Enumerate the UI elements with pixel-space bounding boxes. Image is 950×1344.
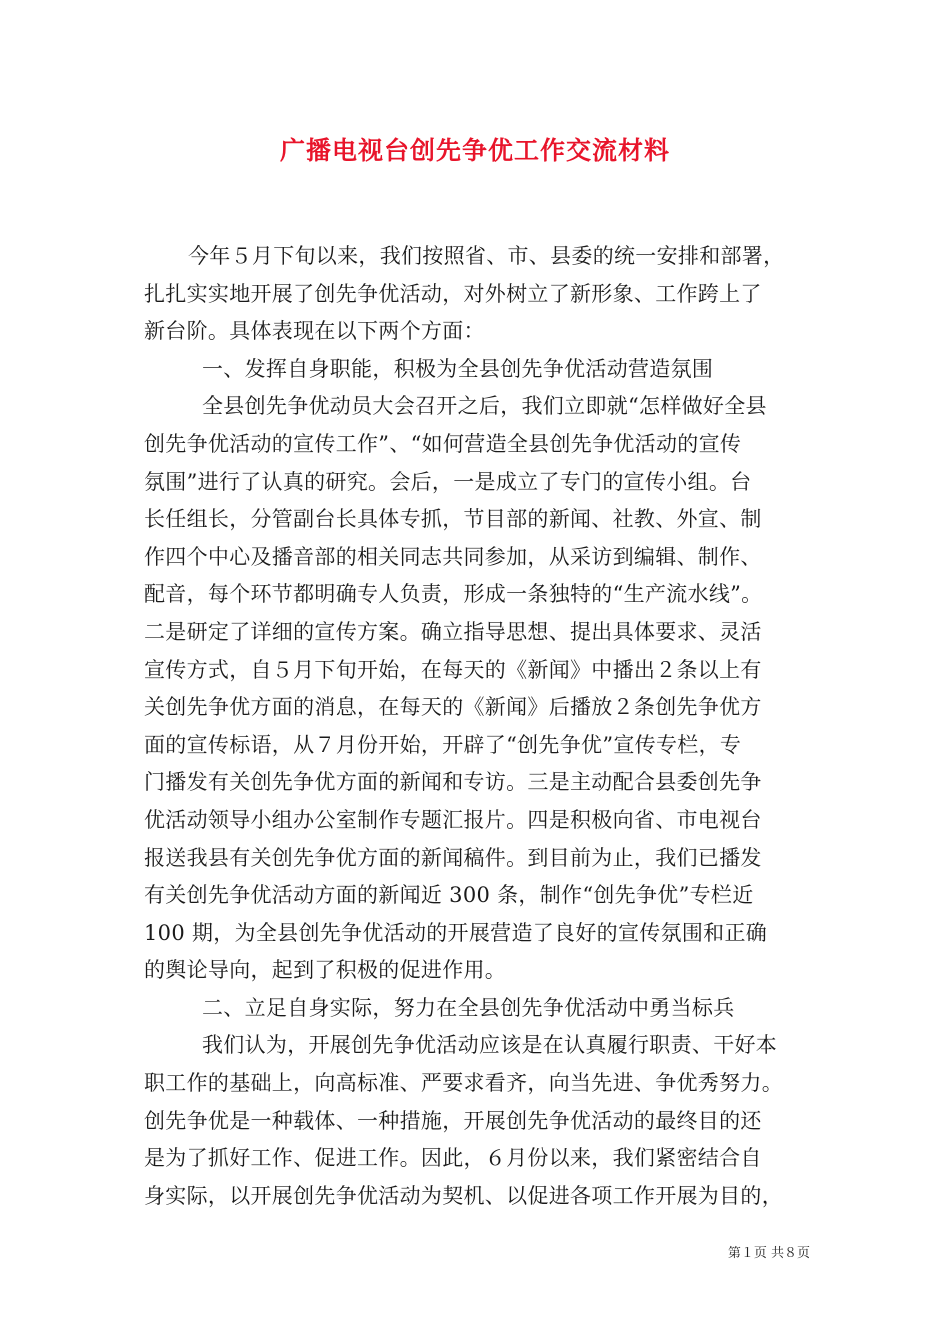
- document-title: 广播电视台创先争优工作交流材料: [279, 136, 670, 165]
- document-body: [144, 238, 828, 1215]
- paragraph-line: 作四个中心及播音部的相关同志共同参加，从采访到编辑、制作、: [144, 544, 762, 569]
- paragraph-line: 全县创先争优动员大会召开之后，我们立即就“怎样做好全县: [202, 394, 767, 419]
- paragraph-line: 今年５月下旬以来，我们按照省、市、县委的统一安排和部署，: [188, 244, 785, 268]
- paragraph-line: 身实际，以开展创先争优活动为契机、以促进各项工作开展为目的，: [144, 1183, 783, 1208]
- paragraph-line: 门播发有关创先争优方面的新闻和专访。三是主动配合县委创先争: [144, 770, 762, 795]
- paragraph-line: 长任组长，分管副台长具体专抓，节目部的新闻、社教、外宣、制: [144, 507, 762, 532]
- paragraph-line: 优活动领导小组办公室制作专题汇报片。四是积极向省、市电视台: [144, 807, 762, 832]
- section-heading: 一、发挥自身职能，积极为全县创先争优活动营造氛围: [202, 356, 714, 381]
- paragraph-line: 二是研定了详细的宣传方案。确立指导思想、提出具体要求、灵活: [144, 619, 762, 644]
- paragraph-line: 关创先争优方面的消息，在每天的《新闻》后播放２条创先争优方: [144, 695, 762, 720]
- paragraph-line: 配音，每个环节都明确专人负责，形成一条独特的“生产流水线”。: [144, 582, 763, 607]
- paragraph-line: 有关创先争优活动方面的新闻近 300 条，制作“创先争优”专栏近: [144, 883, 754, 908]
- paragraph-line: 扎扎实实地开展了创先争优活动，对外树立了新形象、工作跨上了: [144, 281, 762, 306]
- section-heading: 二、立足自身实际，努力在全县创先争优活动中勇当标兵: [202, 995, 735, 1020]
- paragraph-line: 氛围”进行了认真的研究。会后，一是成立了专门的宣传小组。台: [144, 469, 752, 494]
- paragraph-line: 100 期，为全县创先争优活动的开展营造了良好的宣传氛围和正确: [144, 920, 768, 945]
- paragraph-line: 报送我县有关创先争优方面的新闻稿件。到目前为止，我们已播发: [144, 845, 762, 870]
- paragraph-line: 职工作的基础上，向高标准、严要求看齐，向当先进、争优秀努力。: [144, 1071, 783, 1096]
- paragraph-line: 宣传方式，自５月下旬开始，在每天的《新闻》中播出２条以上有: [144, 657, 762, 682]
- paragraph-line: 新台阶。具体表现在以下两个方面：: [144, 319, 485, 344]
- page-number: 第１页 共８页: [727, 1246, 810, 1261]
- paragraph-line: 是为了抓好工作、促进工作。因此，６月份以来，我们紧密结合自: [144, 1146, 762, 1171]
- paragraph-line: 创先争优是一种载体、一种措施，开展创先争优活动的最终目的还: [144, 1108, 762, 1133]
- paragraph-line: 我们认为，开展创先争优活动应该是在认真履行职责、干好本: [202, 1033, 778, 1058]
- paragraph-line: 的舆论导向，起到了积极的促进作用。: [144, 958, 507, 983]
- paragraph-line: 面的宣传标语，从７月份开始，开辟了“创先争优”宣传专栏，专: [144, 732, 742, 757]
- paragraph-line: 创先争优活动的宣传工作”、“如何营造全县创先争优活动的宣传: [144, 431, 742, 456]
